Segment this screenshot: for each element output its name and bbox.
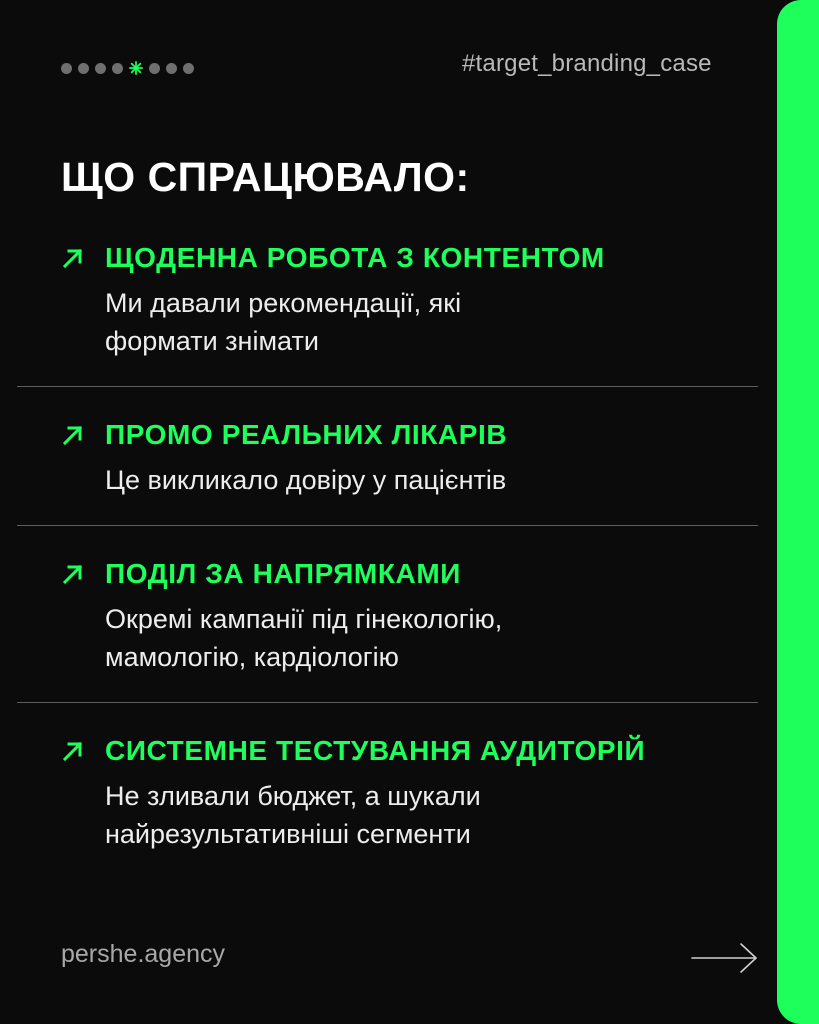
list-item (61, 415, 758, 499)
accent-side-bar (777, 0, 819, 1024)
pagination-dot (149, 63, 160, 74)
list-item (61, 238, 758, 360)
pagination-dot (95, 63, 106, 74)
hashtag-label: #target_branding_case (462, 50, 712, 77)
item-description: Це викликало довіру у пацієнтів (105, 465, 507, 495)
divider (17, 386, 758, 387)
item-title: СИСТЕМНЕ ТЕСТУВАННЯ АУДИТОРІЙ (105, 735, 646, 766)
item-description: Окремі кампанії під гінекологію, мамологію, кардіологію (105, 604, 503, 672)
item-title: ПРОМО РЕАЛЬНИХ ЛІКАРІВ (105, 419, 508, 450)
website-link[interactable]: pershe.agency (61, 940, 226, 968)
divider (17, 702, 758, 703)
pagination-dot (78, 63, 89, 74)
pagination-dot (112, 63, 123, 74)
arrow-up-right-icon (61, 562, 85, 586)
pagination-active-star-icon (129, 61, 143, 75)
arrow-up-right-icon (61, 423, 85, 447)
pagination-dot (61, 63, 72, 74)
arrow-right-icon[interactable] (690, 941, 760, 975)
page-title: ЩО СПРАЦЮВАЛО: (61, 154, 470, 200)
item-description: Не зливали бюджет, а шукали найрезультативніші сегменти (105, 781, 481, 849)
list-item (61, 554, 758, 676)
item-description: Ми давали рекомендації, які формати знімати (105, 288, 462, 356)
divider (17, 525, 758, 526)
arrow-up-right-icon (61, 739, 85, 763)
arrow-up-right-icon (61, 246, 85, 270)
item-title: ЩОДЕННА РОБОТА З КОНТЕНТОМ (105, 242, 605, 273)
pagination-dot (166, 63, 177, 74)
pagination-dot (183, 63, 194, 74)
item-title: ПОДІЛ ЗА НАПРЯМКАМИ (105, 558, 462, 589)
pagination-dots (61, 61, 194, 75)
items-list (61, 238, 758, 853)
list-item (61, 731, 758, 853)
